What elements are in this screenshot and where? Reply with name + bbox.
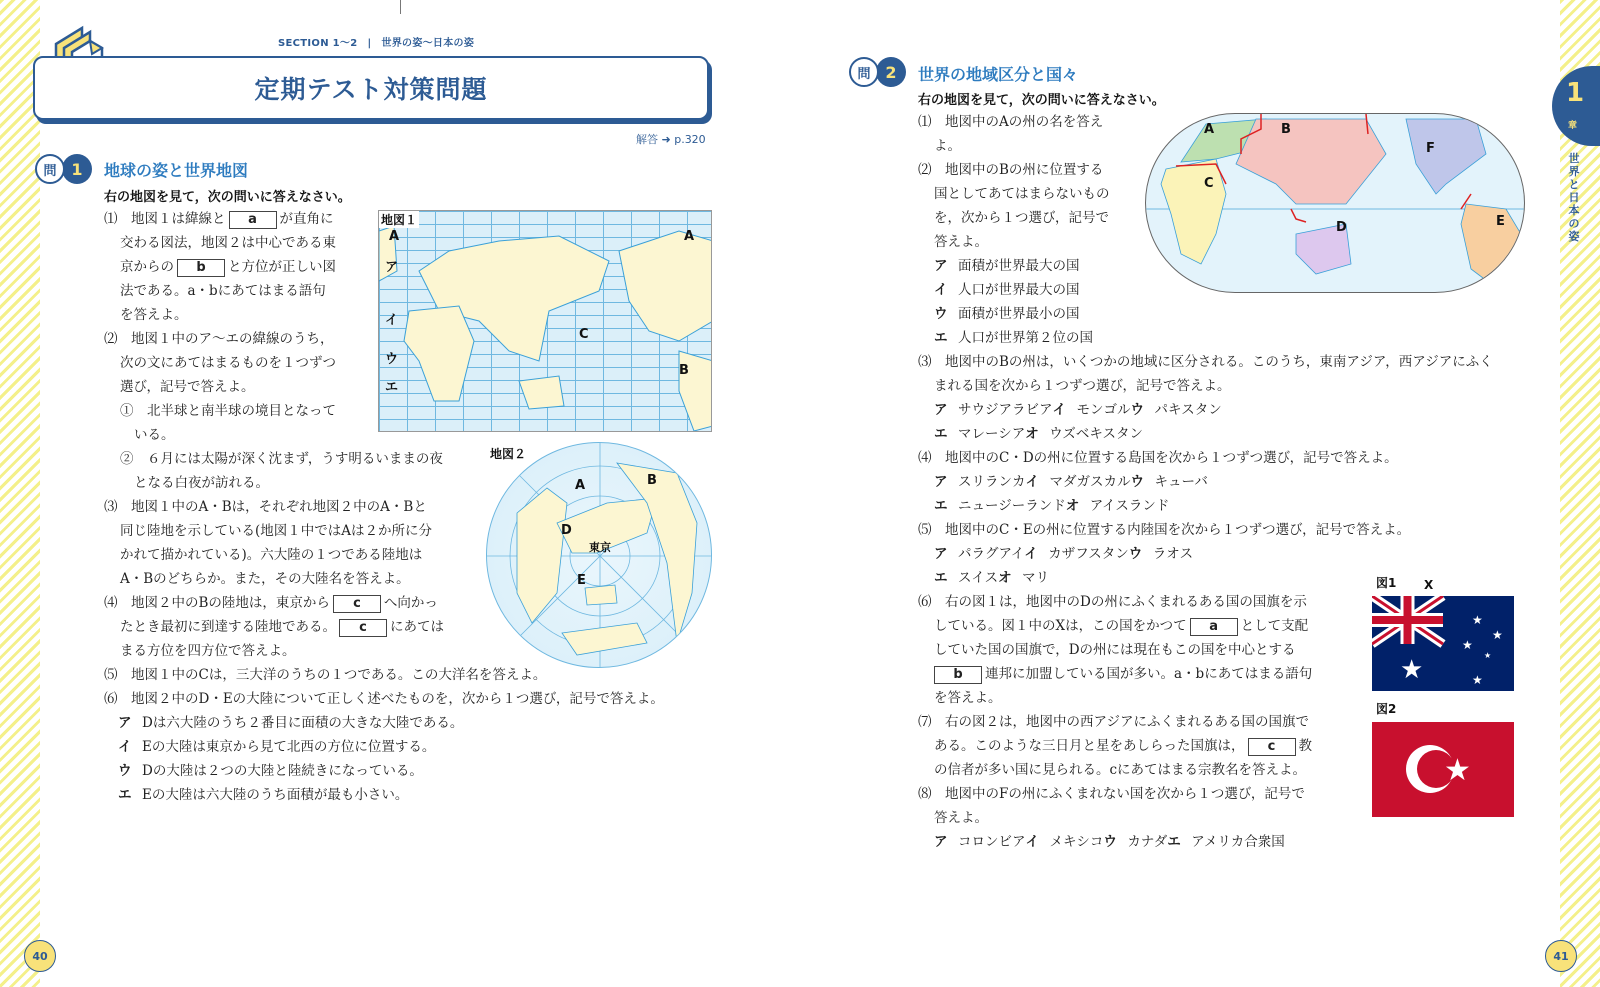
choice-item[interactable]: イ マダガスカル — [1025, 474, 1131, 490]
answer-reference-link[interactable]: 解答 ➜ p.320 — [636, 133, 706, 146]
section-range: SECTION 1〜2 — [278, 38, 358, 49]
q1-1-line: 京からの b と方位が正しい図 — [120, 259, 336, 275]
page-title: 定期テスト対策問題 — [254, 75, 488, 104]
question-2-title: 世界の地域区分と国々 — [918, 65, 1079, 84]
choice-item[interactable]: エ 人口が世界第２位の国 — [934, 330, 1093, 346]
svg-text:★: ★ — [1400, 655, 1424, 685]
choice-item[interactable]: ウ Dの大陸は２つの大陸と陸続きになっている。 — [118, 763, 423, 779]
blank-b[interactable]: b — [934, 666, 982, 684]
q2-2-line: 国としてあてはまらないもの — [934, 186, 1110, 202]
figure-1-label: 図1 — [1376, 576, 1397, 590]
choice-row — [934, 566, 1049, 590]
q1-2-line: 次の文にあてはまるものを１つずつ — [120, 355, 336, 371]
q2-6-line: していた国の国旗で，Dの州には現在もこの国を中心とする — [934, 642, 1296, 658]
region-marker: B — [1281, 122, 1291, 137]
question-1-title: 地球の姿と世界地図 — [104, 161, 249, 180]
svg-text:★: ★ — [1484, 651, 1492, 660]
question-mark: 問 — [849, 57, 879, 87]
choice-item[interactable]: ウ ラオス — [1128, 546, 1194, 562]
q2-1-line: ⑴ 地図中のAの州の名を答え — [918, 114, 1104, 130]
svg-text:★: ★ — [1472, 673, 1483, 687]
question-number: 1 — [62, 154, 92, 184]
choice-item[interactable]: ア スリランカ — [934, 474, 1026, 490]
q1-6-line: ⑹ 地図２中のD・Eの大陸について正しく述べたものを，次から１つ選び，記号で答えよ。 — [104, 691, 664, 707]
australia-flag-icon — [1372, 596, 1514, 691]
section-topic: 世界の姿〜日本の姿 — [381, 38, 475, 49]
choice-item[interactable]: ウ 面積が世界最小の国 — [934, 306, 1080, 322]
choice-row — [934, 542, 1193, 566]
crescent-star-icon — [1372, 722, 1514, 817]
choice-item[interactable]: エ Eの大陸は六大陸のうち面積が最も小さい。 — [118, 787, 409, 803]
blank-c[interactable]: c — [1248, 738, 1296, 756]
q1-3-line: かれて描かれている)。六大陸の１つである陸地は — [120, 547, 423, 563]
choice-item[interactable]: ア サウジアラビア — [934, 402, 1053, 418]
choice-item[interactable]: ア コロンビア — [934, 834, 1026, 850]
world-map-shapes — [379, 211, 712, 432]
map-1-label: 地図１ — [381, 213, 418, 227]
map-marker: D — [561, 523, 572, 538]
q2-6-line: を答えよ。 — [934, 690, 1002, 706]
choice-row — [934, 422, 1143, 446]
latitude-marker: ウ — [385, 352, 399, 367]
q2-6-line: b 連邦に加盟している国が多い。a・bにあてはまる語句 — [931, 662, 1312, 686]
choice-item[interactable]: イ カザフスタン — [1024, 546, 1129, 562]
choice-item[interactable]: エ ニュージーランド — [934, 498, 1066, 514]
q2-7-line: の信者が多い国に見られる。cにあてはまる宗教名を答えよ。 — [934, 762, 1307, 778]
q2-2-line: 答えよ。 — [934, 234, 988, 250]
blank-c[interactable]: c — [339, 619, 387, 637]
q1-3-line: 同じ陸地を示している(地図１中ではAは２か所に分 — [120, 523, 433, 539]
choice-item[interactable]: オ マリ — [998, 570, 1050, 586]
azimuthal-map-shapes — [487, 443, 712, 668]
q1-4-line: ⑷ 地図２中のBの陸地は，東京から c へ向かっ — [104, 595, 438, 611]
q2-3-line: まれる国を次から１つずつ選び，記号で答えよ。 — [934, 378, 1231, 394]
flag-marker-x: X — [1424, 578, 1434, 592]
question-2-instruction: 右の地図を見て，次の問いに答えなさい。 — [918, 93, 1165, 108]
svg-text:★: ★ — [1472, 613, 1483, 627]
map-marker: B — [647, 473, 657, 488]
q2-6-line: ⑹ 右の図１は，地図中のDの州にふくまれるある国の国旗を示 — [918, 594, 1307, 610]
choice-item[interactable]: イ モンゴル — [1052, 402, 1131, 418]
q1-2-line: ② ６月には太陽が深く沈まず，うす明るいままの夜 — [120, 451, 443, 467]
q2-8-line: ⑻ 地図中のFの州にふくまれない国を次から１つ選び，記号で — [918, 786, 1305, 802]
q1-5-line: ⑸ 地図１中のCは，三大洋のうちの１つである。この大洋名を答えよ。 — [104, 667, 547, 683]
q2-3-line: ⑶ 地図中のBの州は，いくつかの地域に区分される。このうち，東南アジア，西アジアにふく — [918, 354, 1493, 370]
q1-2-line: ① 北半球と南半球の境目となって — [120, 403, 336, 419]
choice-item[interactable]: ウ キューバ — [1130, 474, 1208, 490]
q2-2-line: ⑵ 地図中のBの州に位置する — [918, 162, 1104, 178]
question-mark: 問 — [35, 154, 65, 184]
chapter-title: 世界と日本の姿 — [1568, 152, 1580, 243]
choice-row — [934, 830, 1285, 854]
choice-item[interactable]: エ スイス — [934, 570, 999, 586]
svg-text:★: ★ — [1444, 753, 1471, 788]
choice-item[interactable]: イ メキシコ — [1025, 834, 1104, 850]
question-1-instruction: 右の地図を見て，次の問いに答えなさい。 — [104, 190, 351, 205]
q1-2-line: 選び，記号で答えよ。 — [120, 379, 255, 395]
map-1-mercator — [378, 210, 712, 432]
regional-world-map — [1145, 113, 1525, 293]
q1-4-line: たとき最初に到達する陸地である。 c にあては — [120, 619, 444, 635]
latitude-marker: エ — [385, 380, 399, 395]
q2-7-line: ⑺ 右の図２は，地図中の西アジアにふくまれるある国の国旗で — [918, 714, 1309, 730]
title-box — [33, 56, 709, 120]
divider — [400, 0, 401, 14]
svg-text:★: ★ — [1462, 638, 1473, 652]
page-number-left: 40 — [24, 940, 56, 972]
choice-item[interactable]: エ アメリカ合衆国 — [1167, 834, 1285, 850]
right-margin-stripe — [1560, 0, 1600, 987]
choice-item[interactable]: ウ パキスタン — [1130, 402, 1222, 418]
choice-item[interactable]: オ ウズベキスタン — [1025, 426, 1144, 442]
choice-item[interactable]: ウ カナダ — [1103, 834, 1168, 850]
choice-row — [934, 398, 1222, 422]
section-label — [278, 34, 474, 49]
choice-item[interactable]: エ マレーシア — [934, 426, 1026, 442]
question-2-badge — [849, 57, 906, 87]
q1-3-line: A・Bのどちらか。また，その大陸名を答えよ。 — [120, 571, 410, 587]
section-separator: | — [367, 38, 372, 49]
blank-a[interactable]: a — [1190, 618, 1238, 636]
q2-4-line: ⑷ 地図中のC・Dの州に位置する島国を次から１つずつ選び，記号で答えよ。 — [918, 450, 1398, 466]
map-2-label: 地図２ — [490, 447, 527, 461]
page-number-right: 41 — [1545, 940, 1577, 972]
map-marker: A — [389, 229, 400, 244]
choice-item[interactable]: ア パラグアイ — [934, 546, 1025, 562]
q1-1-line: 交わる図法，地図２は中心である東 — [120, 235, 336, 251]
choice-row — [934, 494, 1169, 518]
left-margin-stripe — [0, 0, 40, 987]
map-marker: A — [575, 478, 586, 493]
region-marker: A — [1204, 122, 1215, 137]
map-marker: E — [577, 573, 586, 588]
choice-item[interactable]: ア 面積が世界最大の国 — [934, 258, 1080, 274]
map-marker: A — [684, 229, 695, 244]
tokyo-marker: 東京 — [589, 541, 611, 554]
latitude-marker: ア — [385, 260, 399, 275]
q1-1-line: ⑴ 地図１は緯線と a が直角に — [104, 211, 334, 227]
map-marker: C — [579, 327, 589, 342]
svg-text:★: ★ — [1492, 628, 1503, 642]
map-2-azimuthal — [486, 442, 712, 668]
choice-item[interactable]: イ 人口が世界最大の国 — [934, 282, 1080, 298]
chapter-suffix: 章 — [1568, 121, 1578, 131]
figure-2-label: 図2 — [1376, 702, 1397, 716]
region-marker: C — [1204, 176, 1214, 191]
choice-row — [934, 470, 1208, 494]
chapter-number: 1 — [1566, 78, 1585, 108]
region-marker: E — [1496, 214, 1505, 229]
regional-map-shapes — [1146, 114, 1525, 293]
q2-6-line: している。図１中のXは，この国をかつて a として支配 — [934, 618, 1309, 634]
blank-b[interactable]: b — [177, 259, 225, 277]
region-marker: F — [1426, 141, 1435, 156]
q2-5-line: ⑸ 地図中のC・Eの州に位置する内陸国を次から１つずつ選び，記号で答えよ。 — [918, 522, 1411, 538]
q1-4-line: まる方位を四方位で答えよ。 — [120, 643, 296, 659]
choice-item[interactable]: ア Dは六大陸のうち２番目に面積の大きな大陸である。 — [118, 715, 464, 731]
latitude-marker: イ — [385, 313, 399, 328]
flag-turkey — [1372, 722, 1514, 817]
question-number: 2 — [876, 57, 906, 87]
q2-8-line: 答えよ。 — [934, 810, 988, 826]
q1-2-line: ⑵ 地図１中のア〜エの緯線のうち， — [104, 331, 334, 347]
q2-7-line: ある。このような三日月と星をあしらった国旗は， c 教 — [934, 738, 1312, 754]
flag-australia — [1372, 596, 1514, 691]
blank-c[interactable]: c — [333, 595, 381, 613]
q2-2-line: を，次から１つ選び，記号で — [934, 210, 1109, 226]
q1-2-line: となる白夜が訪れる。 — [134, 475, 269, 491]
question-1-badge — [35, 154, 92, 184]
q2-1-line: よ。 — [934, 138, 961, 154]
q1-2-line: いる。 — [134, 427, 175, 443]
choice-item[interactable]: イ Eの大陸は東京から見て北西の方位に位置する。 — [118, 739, 436, 755]
choice-item[interactable]: オ アイスランド — [1065, 498, 1170, 514]
map-marker: B — [679, 363, 689, 378]
region-marker: D — [1336, 220, 1347, 235]
q1-1-line: 法である。a・bにあてはまる語句 — [120, 283, 326, 299]
blank-a[interactable]: a — [229, 211, 277, 229]
q1-3-line: ⑶ 地図１中のA・Bは，それぞれ地図２中のA・Bと — [104, 499, 427, 515]
q1-1-line: を答えよ。 — [120, 307, 188, 323]
